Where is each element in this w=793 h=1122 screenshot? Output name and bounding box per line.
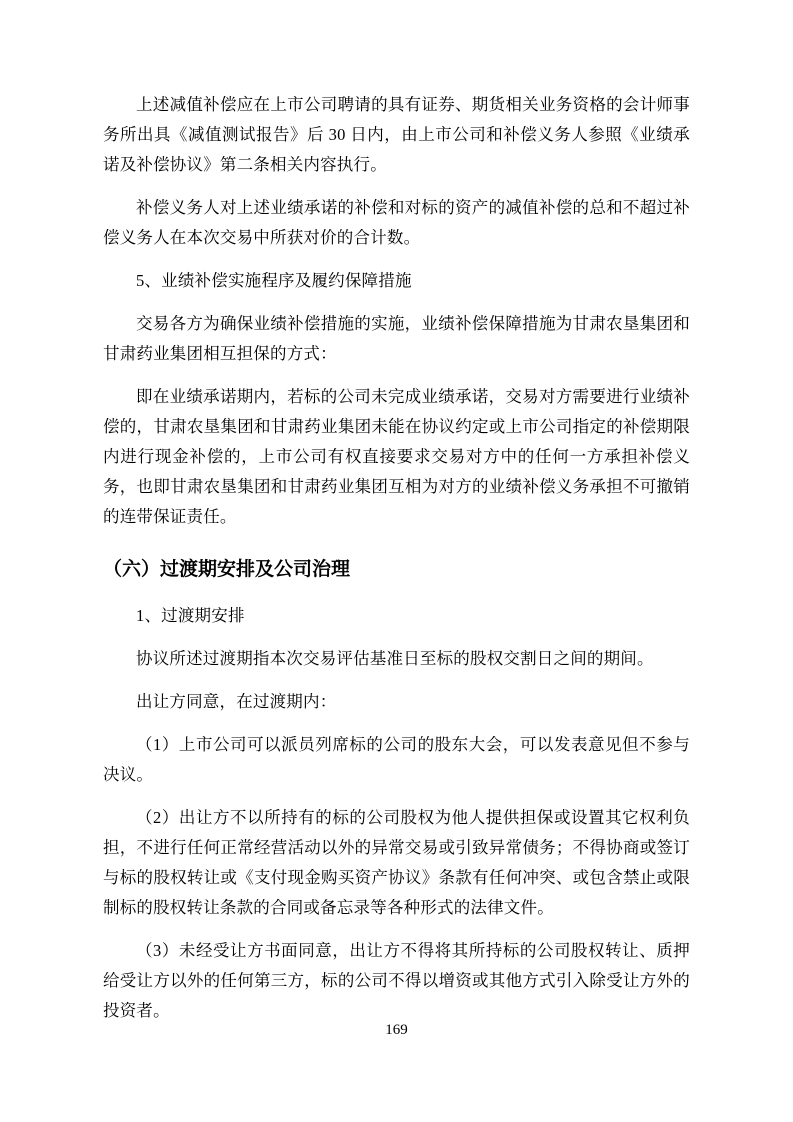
paragraph-transferor-agreement-intro: 出让方同意，在过渡期内： xyxy=(136,692,337,711)
page-number: 169 xyxy=(385,1022,408,1038)
paragraph-item-3-no-transfer-pledge: （3）未经受让方书面同意，出让方不得将其所持标的公司股权转让、质押给受让方以外的任何第三方，标的公司不得以增资或其他方式引入除受让方外的投资者。 xyxy=(103,941,690,1020)
paragraph-mutual-guarantee-detail: 即在业绩承诺期内，若标的公司未完成业绩承诺，交易对方需要进行业绩补偿的，甘肃农垦集团和甘肃药业集团未能在协议约定或上市公司指定的补偿期限内进行现金补偿的，上市公司有权直接要求交易对方中的任何一方承担补偿义务，也即甘肃农垦集团和甘肃药业集团互相为对方的业绩补偿义务承担不可撤销的连带保证责任。 xyxy=(103,387,690,526)
sub-heading-transition-arrangement: 1、过渡期安排 xyxy=(136,606,245,625)
paragraph-compensation-cap: 补偿义务人对上述业绩承诺的补偿和对标的资产的减值补偿的总和不超过补偿义务人在本次交易中所获对价的合计数。 xyxy=(103,198,690,247)
paragraph-impairment-compensation-procedure: 上述减值补偿应在上市公司聘请的具有证券、期货相关业务资格的会计师事务所出具《减值测试报告》后 30 日内，由上市公司和补偿义务人参照《业绩承诺及补偿协议》第二条相关内容执行。 xyxy=(103,95,690,174)
paragraph-transition-period-definition: 协议所述过渡期指本次交易评估基准日至标的股权交割日之间的期间。 xyxy=(136,649,654,668)
section-heading-transition-period: （六）过渡期安排及公司治理 xyxy=(103,559,351,580)
paragraph-item-2-no-encumbrance: （2）出让方不以所持有的标的公司股权为他人提供担保或设置其它权利负担，不进行任何正常经营活动以外的异常交易或引致异常债务；不得协商或签订与标的股权转让或《支付现金购买资产协议》条款有任何冲突、或包含禁止或限制标的股权转让条款的合同或备忘录等各种形式的法律文件。 xyxy=(103,808,690,917)
paragraph-mutual-guarantee-intro: 交易各方为确保业绩补偿措施的实施，业绩补偿保障措施为甘肃农垦集团和甘肃药业集团相互担保的方式： xyxy=(103,314,690,363)
paragraph-item-1-shareholder-meeting: （1）上市公司可以派员列席标的公司的股东大会，可以发表意见但不参与决议。 xyxy=(103,735,690,784)
sub-heading-performance-compensation-measures: 5、业绩补偿实施程序及履约保障措施 xyxy=(136,271,412,290)
